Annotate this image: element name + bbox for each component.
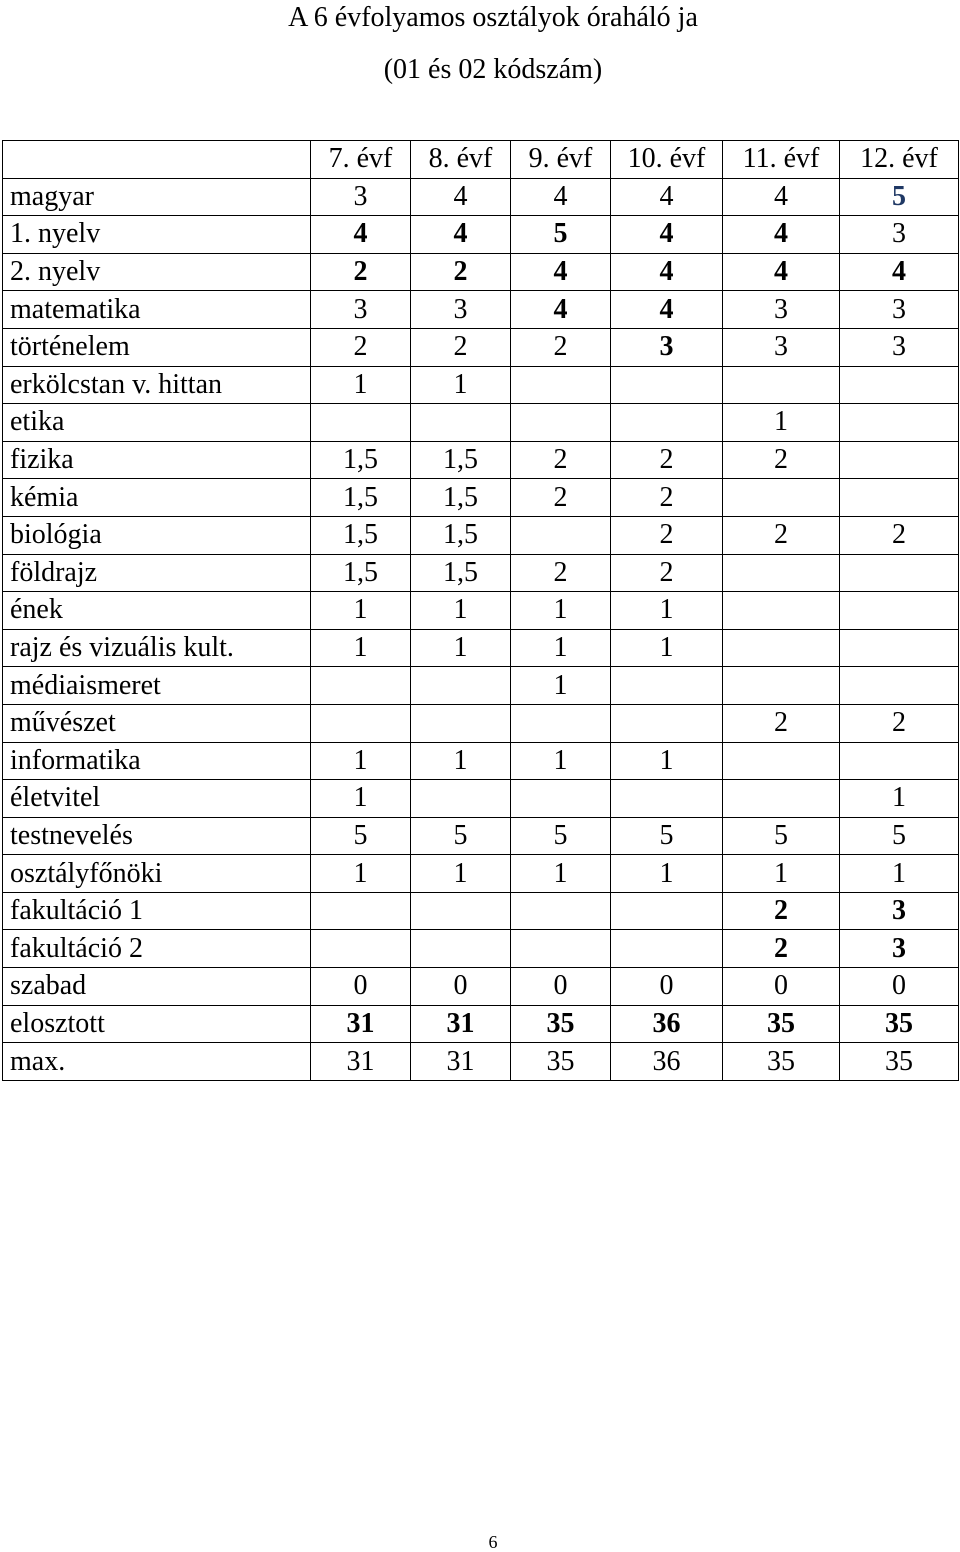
table-row <box>3 516 959 554</box>
hours-cell: 1 <box>411 855 511 893</box>
table-row <box>3 178 959 216</box>
hours-cell: 31 <box>311 1005 411 1043</box>
hours-cell: 3 <box>840 216 959 254</box>
table-row <box>3 817 959 855</box>
hours-cell: 4 <box>840 253 959 291</box>
hours-cell: 2 <box>511 479 611 517</box>
header-cell: 9. évf <box>511 141 611 179</box>
subject-cell: informatika <box>3 742 311 780</box>
hours-cell <box>511 892 611 930</box>
hours-cell: 2 <box>723 441 840 479</box>
header-row <box>3 141 959 179</box>
hours-cell <box>723 366 840 404</box>
hours-cell <box>723 742 840 780</box>
hours-cell: 4 <box>611 178 723 216</box>
hours-cell <box>611 892 723 930</box>
hours-cell: 1 <box>723 404 840 442</box>
hours-cell: 4 <box>611 291 723 329</box>
hours-cell <box>723 629 840 667</box>
table-row <box>3 629 959 667</box>
hours-cell: 1 <box>611 742 723 780</box>
hours-cell <box>611 780 723 818</box>
hours-cell: 2 <box>611 441 723 479</box>
hours-cell: 1 <box>511 629 611 667</box>
hours-cell: 3 <box>723 291 840 329</box>
hours-cell: 4 <box>311 216 411 254</box>
page-number: 6 <box>488 1532 498 1552</box>
hours-cell: 0 <box>611 968 723 1006</box>
table-row <box>3 253 959 291</box>
hours-cell: 1,5 <box>311 516 411 554</box>
hours-cell: 4 <box>723 178 840 216</box>
hours-cell <box>311 930 411 968</box>
table-row <box>3 441 959 479</box>
subject-cell: 1. nyelv <box>3 216 311 254</box>
hours-cell: 1,5 <box>311 441 411 479</box>
subject-cell: földrajz <box>3 554 311 592</box>
hours-cell: 1,5 <box>411 441 511 479</box>
hours-cell <box>511 404 611 442</box>
hours-cell: 1 <box>411 366 511 404</box>
hours-cell <box>411 780 511 818</box>
hours-cell: 1 <box>311 780 411 818</box>
subject-cell: max. <box>3 1043 311 1081</box>
subject-cell: médiaismeret <box>3 667 311 705</box>
hours-cell <box>611 930 723 968</box>
hours-cell <box>511 930 611 968</box>
table-row <box>3 1005 959 1043</box>
hours-cell: 2 <box>611 554 723 592</box>
hours-cell: 35 <box>511 1043 611 1081</box>
subject-cell: etika <box>3 404 311 442</box>
hours-cell: 0 <box>840 968 959 1006</box>
hours-cell: 5 <box>840 178 959 216</box>
hours-cell: 31 <box>411 1005 511 1043</box>
hours-cell: 4 <box>511 178 611 216</box>
hours-cell: 1 <box>311 629 411 667</box>
hours-cell <box>840 441 959 479</box>
hours-cell: 35 <box>723 1005 840 1043</box>
hours-cell <box>611 366 723 404</box>
hours-cell: 0 <box>411 968 511 1006</box>
subject-cell: ének <box>3 592 311 630</box>
hours-cell: 1 <box>311 366 411 404</box>
hours-cell: 2 <box>611 479 723 517</box>
hours-cell <box>840 404 959 442</box>
hours-cell: 4 <box>411 216 511 254</box>
hours-cell <box>311 667 411 705</box>
hours-cell: 2 <box>511 554 611 592</box>
subject-cell: szabad <box>3 968 311 1006</box>
subject-cell: biológia <box>3 516 311 554</box>
hours-cell: 35 <box>840 1043 959 1081</box>
hours-cell: 2 <box>723 892 840 930</box>
table-row <box>3 554 959 592</box>
hours-cell <box>611 704 723 742</box>
hours-cell <box>723 780 840 818</box>
hours-cell: 1 <box>511 742 611 780</box>
hours-cell: 35 <box>723 1043 840 1081</box>
hours-cell: 2 <box>511 441 611 479</box>
subject-cell: életvitel <box>3 780 311 818</box>
hours-cell <box>840 366 959 404</box>
hours-cell: 1,5 <box>411 516 511 554</box>
hours-cell <box>511 704 611 742</box>
hours-cell: 1 <box>723 855 840 893</box>
table-row <box>3 855 959 893</box>
hours-cell <box>411 667 511 705</box>
hours-cell: 1 <box>840 780 959 818</box>
hours-cell: 35 <box>511 1005 611 1043</box>
hours-cell: 2 <box>311 253 411 291</box>
hours-cell: 2 <box>411 328 511 366</box>
hours-cell <box>311 704 411 742</box>
table-row <box>3 216 959 254</box>
hours-cell: 4 <box>611 216 723 254</box>
subject-cell: kémia <box>3 479 311 517</box>
hours-cell <box>723 479 840 517</box>
hours-cell: 36 <box>611 1043 723 1081</box>
hours-cell: 31 <box>311 1043 411 1081</box>
hours-cell: 2 <box>840 704 959 742</box>
subject-cell: történelem <box>3 328 311 366</box>
hours-cell: 3 <box>611 328 723 366</box>
hours-cell: 1,5 <box>411 479 511 517</box>
header-cell: 8. évf <box>411 141 511 179</box>
hours-cell <box>511 780 611 818</box>
table-row <box>3 742 959 780</box>
hours-cell <box>311 404 411 442</box>
hours-cell: 4 <box>611 253 723 291</box>
hours-cell <box>723 592 840 630</box>
hours-cell <box>840 629 959 667</box>
hours-cell: 2 <box>840 516 959 554</box>
hours-cell: 5 <box>840 817 959 855</box>
hours-cell: 0 <box>723 968 840 1006</box>
hours-cell: 3 <box>840 328 959 366</box>
header-cell: 7. évf <box>311 141 411 179</box>
subject-cell: magyar <box>3 178 311 216</box>
hours-cell: 4 <box>511 253 611 291</box>
hours-cell: 2 <box>723 516 840 554</box>
hours-cell: 1 <box>311 855 411 893</box>
hours-cell: 3 <box>311 291 411 329</box>
hours-cell: 4 <box>411 178 511 216</box>
hours-cell: 3 <box>840 930 959 968</box>
hours-cell: 2 <box>411 253 511 291</box>
hours-cell: 5 <box>511 817 611 855</box>
subject-cell: erkölcstan v. hittan <box>3 366 311 404</box>
subject-cell: matematika <box>3 291 311 329</box>
timetable-grid <box>2 140 959 1081</box>
hours-cell: 4 <box>723 216 840 254</box>
document-subtitle: (01 és 02 kódszám) <box>383 54 603 85</box>
hours-cell <box>411 704 511 742</box>
hours-cell: 1 <box>511 855 611 893</box>
hours-cell <box>840 667 959 705</box>
hours-cell <box>411 930 511 968</box>
hours-cell: 1 <box>611 629 723 667</box>
hours-cell: 1 <box>840 855 959 893</box>
hours-cell <box>723 554 840 592</box>
hours-cell: 1 <box>311 592 411 630</box>
hours-cell <box>411 892 511 930</box>
hours-cell: 3 <box>411 291 511 329</box>
hours-cell: 4 <box>723 253 840 291</box>
table-row <box>3 291 959 329</box>
hours-cell: 0 <box>311 968 411 1006</box>
header-cell: 10. évf <box>611 141 723 179</box>
hours-cell <box>840 479 959 517</box>
table-row <box>3 892 959 930</box>
hours-cell <box>511 516 611 554</box>
hours-cell: 2 <box>723 704 840 742</box>
subject-cell: fakultáció 1 <box>3 892 311 930</box>
hours-cell: 35 <box>840 1005 959 1043</box>
hours-cell: 1,5 <box>311 554 411 592</box>
hours-cell: 1 <box>411 629 511 667</box>
hours-cell: 5 <box>411 817 511 855</box>
table-row <box>3 1043 959 1081</box>
hours-cell: 1 <box>511 592 611 630</box>
hours-cell: 36 <box>611 1005 723 1043</box>
hours-cell: 1 <box>311 742 411 780</box>
table-row <box>3 930 959 968</box>
hours-cell: 5 <box>723 817 840 855</box>
hours-cell: 5 <box>311 817 411 855</box>
hours-cell: 5 <box>511 216 611 254</box>
hours-cell <box>840 592 959 630</box>
table-row <box>3 328 959 366</box>
table-row <box>3 404 959 442</box>
hours-cell: 1 <box>411 592 511 630</box>
subject-cell: osztályfőnöki <box>3 855 311 893</box>
hours-cell: 1 <box>611 592 723 630</box>
subject-cell: testnevelés <box>3 817 311 855</box>
hours-cell: 31 <box>411 1043 511 1081</box>
header-cell: 12. évf <box>840 141 959 179</box>
hours-cell: 1 <box>511 667 611 705</box>
header-cell <box>3 141 311 179</box>
subject-cell: 2. nyelv <box>3 253 311 291</box>
subject-cell: rajz és vizuális kult. <box>3 629 311 667</box>
hours-cell <box>411 404 511 442</box>
table-row <box>3 479 959 517</box>
hours-cell: 1,5 <box>411 554 511 592</box>
hours-cell: 1 <box>411 742 511 780</box>
table-row <box>3 667 959 705</box>
hours-cell: 4 <box>511 291 611 329</box>
document-title: A 6 évfolyamos osztályok óraháló ja <box>288 2 698 33</box>
hours-cell <box>611 404 723 442</box>
header-cell: 11. évf <box>723 141 840 179</box>
table-row <box>3 592 959 630</box>
subject-cell: fakultáció 2 <box>3 930 311 968</box>
table-row <box>3 780 959 818</box>
hours-cell: 5 <box>611 817 723 855</box>
hours-cell: 3 <box>840 291 959 329</box>
subject-cell: elosztott <box>3 1005 311 1043</box>
hours-cell: 2 <box>611 516 723 554</box>
hours-cell <box>840 742 959 780</box>
hours-cell: 2 <box>311 328 411 366</box>
hours-cell: 0 <box>511 968 611 1006</box>
hours-cell <box>511 366 611 404</box>
subject-cell: fizika <box>3 441 311 479</box>
table-row <box>3 704 959 742</box>
table-row <box>3 968 959 1006</box>
subject-cell: művészet <box>3 704 311 742</box>
hours-cell: 1 <box>611 855 723 893</box>
table-row <box>3 366 959 404</box>
hours-cell <box>311 892 411 930</box>
hours-cell: 1,5 <box>311 479 411 517</box>
hours-cell: 2 <box>723 930 840 968</box>
hours-cell <box>611 667 723 705</box>
hours-cell: 3 <box>311 178 411 216</box>
hours-cell <box>840 554 959 592</box>
hours-cell: 3 <box>840 892 959 930</box>
hours-cell: 2 <box>511 328 611 366</box>
hours-cell <box>723 667 840 705</box>
hours-cell: 3 <box>723 328 840 366</box>
